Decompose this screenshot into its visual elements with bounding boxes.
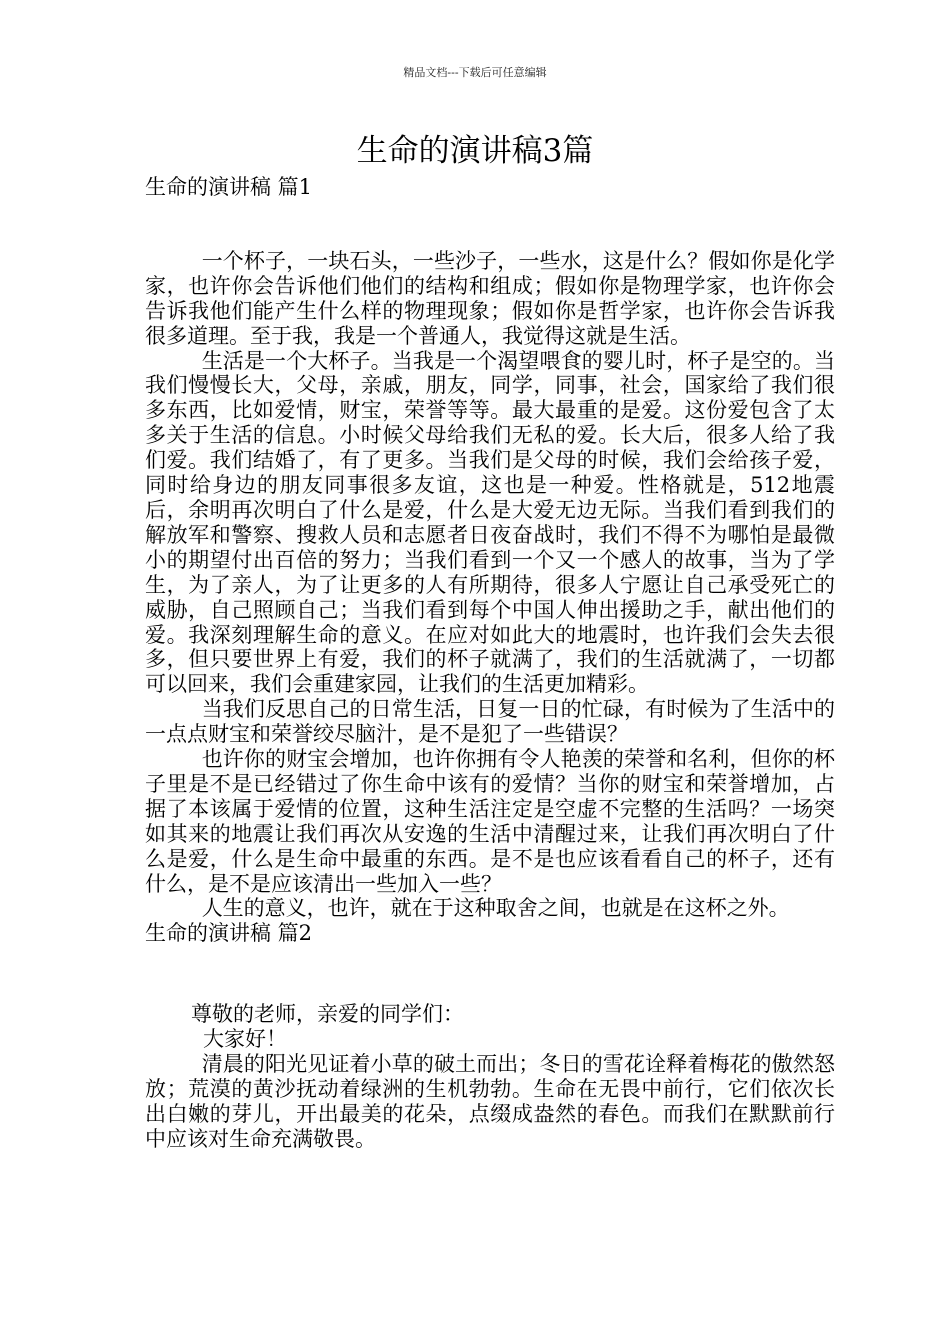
section-2-greeting: 大家好！	[203, 1027, 287, 1052]
document-title: 生命的演讲稿3篇	[356, 133, 594, 169]
document-body	[145, 175, 835, 1152]
section-2-heading: 生命的演讲稿 篇2	[145, 921, 313, 946]
section-1-paragraph-3: 当我们反思自己的日常生活，日复一日的忙碌，有时候为了生活中的一点点财宝和荣誉绞尽脑汁，是不是犯了一些错误？	[145, 697, 835, 747]
section-1-paragraph-1: 一个杯子，一块石头，一些沙子，一些水，这是什么？假如你是化学家，也许你会告诉他们他们的结构和组成；假如你是物理学家，也许你会告诉我他们能产生什么样的物理现象；假如你是哲学家，也许你会告诉我很多道理。至于我，我是一个普通人，我觉得这就是生活。	[145, 248, 835, 348]
section-2-paragraph-1: 清晨的阳光见证着小草的破土而出；冬日的雪花诠释着梅花的傲然怒放；荒漠的黄沙抚动着绿洲的生机勃勃。生命在无畏中前行，它们依次长出白嫩的芽儿，开出最美的花朵，点缀成盎然的春色。而我们在默默前行中应该对生命充满敬畏。	[145, 1052, 835, 1151]
section-2-salutation: 尊敬的老师，亲爱的同学们：	[191, 1002, 464, 1027]
section-1-heading: 生命的演讲稿 篇1	[145, 175, 313, 199]
section-1-paragraph-5: 人生的意义，也许，就在于这种取舍之间，也就是在这杯之外。	[201, 896, 790, 921]
section-1-paragraph-2: 生活是一个大杯子。当我是一个渴望喂食的婴儿时，杯子是空的。当我们慢慢长大，父母，亲戚，朋友，同学，同事，社会，国家给了我们很多东西，比如爱情，财宝，荣誉等等。最大最重的是爱。这份爱包含了太多关于生活的信息。小时候父母给我们无私的爱。长大后，很多人给了我们爱。我们结婚了，有了更多。当我们是父母的时候，我们会给孩子爱，同时给身边的朋友同事很多友谊，这也是一种爱。性格就是，512地震后，余明再次明白了什么是爱，什么是大爱无边无际。当我们看到我们的解放军和警察、搜救人员和志愿者日夜奋战时，我们不得不为哪怕是最微小的期望付出百倍的努力；当我们看到一个又一个感人的故事，当为了学生，为了亲人，为了让更多的人有所期待，很多人宁愿让自己承受死亡的威胁，自己照顾自己；当我们看到每个中国人伸出援助之手，献出他们的爱。我深刻理解生命的意义。在应对如此大的地震时，也许我们会失去很多，但只要世界上有爱，我们的杯子就满了，我们的生活就满了，一切都可以回来，我们会重建家园，让我们的生活更加精彩。	[145, 348, 835, 697]
spacer	[145, 946, 835, 1002]
spacer	[145, 200, 835, 249]
page-header-note: 精品文档---下载后可任意编辑	[403, 66, 547, 79]
section-1-paragraph-4: 也许你的财宝会增加，也许你拥有令人艳羡的荣誉和名利，但你的杯子里是不是已经错过了你生命中该有的爱情？当你的财宝和荣誉增加，占据了本该属于爱情的位置，这种生活注定是空虚不完整的生活吗？一场突如其来的地震让我们再次从安逸的生活中清醒过来，让我们再次明白了什么是爱，什么是生命中最重的东西。是不是也应该看看自己的杯子，还有什么，是不是应该清出一些加入一些？	[145, 747, 835, 896]
